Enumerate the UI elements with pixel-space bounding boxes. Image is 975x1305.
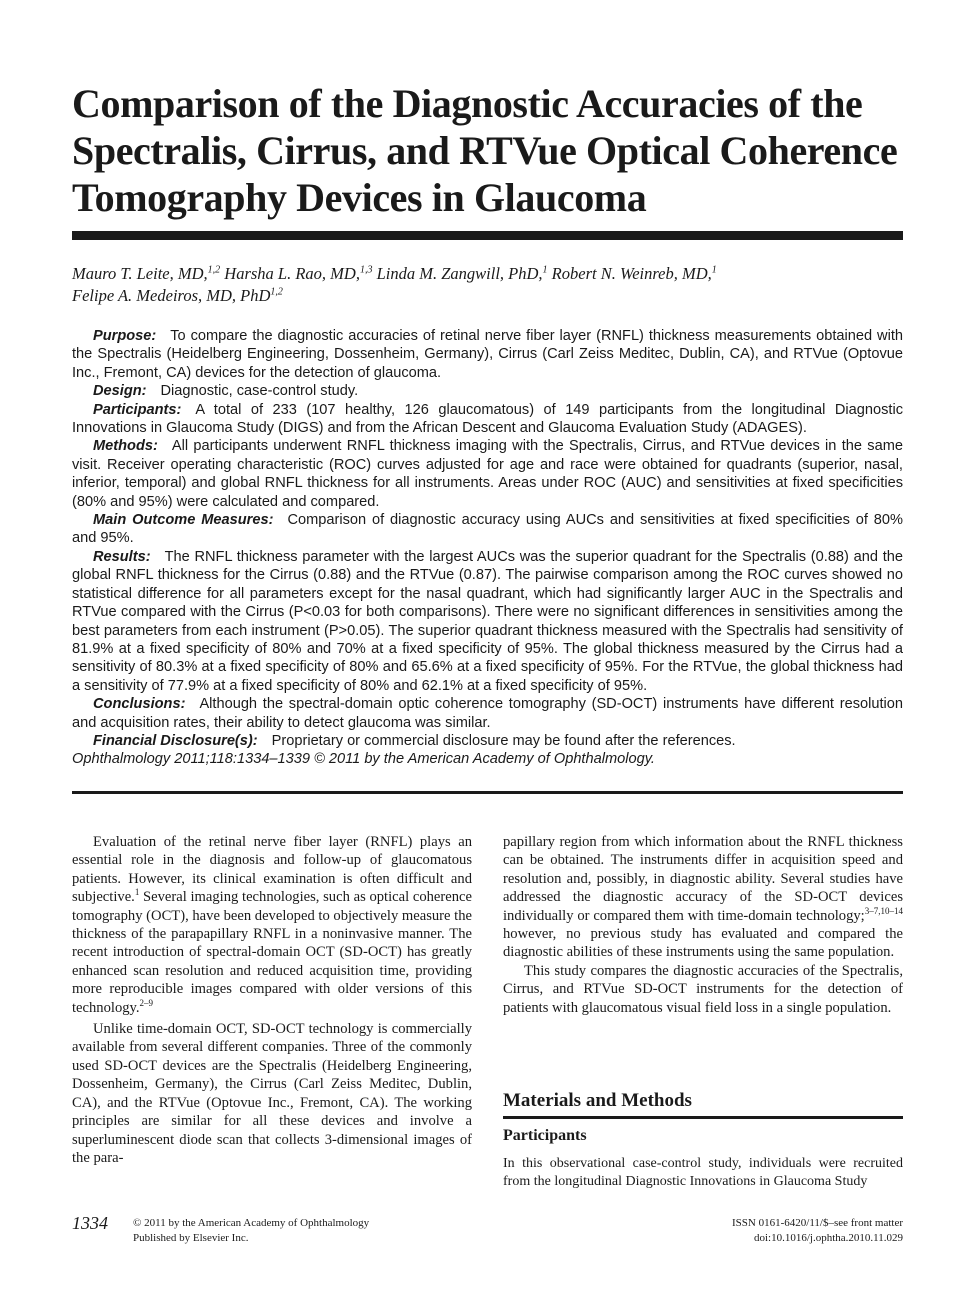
footer-doi[interactable]: doi:10.1016/j.ophtha.2010.11.029 bbox=[753, 1232, 903, 1244]
abstract-citation: Ophthalmology 2011;118:1334–1339 © 2011 by the American Academy of Ophthalmology. bbox=[72, 751, 655, 768]
abstract-results bbox=[72, 548, 903, 695]
footer-left bbox=[133, 1216, 369, 1246]
abstract-text: Comparison of diagnostic accuracy using AUCs and sensitivities at fixed specificities of 80% and 95%. bbox=[72, 512, 904, 547]
body-paragraph bbox=[503, 833, 903, 962]
page-number: 1334 bbox=[72, 1213, 108, 1233]
abstract-design bbox=[72, 382, 903, 400]
body-text: papillary region from which information about the RNFL thickness can be obtained. The instruments differ in acquisition speed and resolution and, possibly, in diagnostic ability. Several studies have addressed the diagnostic accuracy of the SD-OCT devices individually or compared them with time-domain technology; bbox=[503, 834, 903, 924]
footer-copyright: © 2011 by the American Academy of Ophthalmology bbox=[133, 1217, 370, 1229]
title-rule bbox=[72, 231, 903, 240]
abstract-text: The RNFL thickness parameter with the largest AUCs was the superior quadrant for the Spectralis (0.88) and the global RNFL thickness for the Cirrus (0.88) and the RTVue (0.87). The pairwise comparison among the ROC curves showed no statistical difference for all parameters except for the nasal quadrant, which had significantly larger AUC in the Spectralis and RTVue compared with the Cirrus (P<0.03 for both comparisons). There were no significant differences in sensitivities among the best parameters from each instrument (P>0.05). The superior quadrant thickness measured with the Spectralis had sensitivity of 81.9% at a fixed specificity of 80% and 70% at a fixed specificity of 95%. The global thickness measured by the Cirrus had a sensitivity of 80.3% at a fixed specificity of 80% and 65.6% at a fixed specificity of 95%. For the RTVue, the global thickness had a sensitivity of 77.9% at a fixed specificity of 80% and 62.1% at a fixed specificity of 95%. bbox=[72, 548, 903, 694]
author-name: Harsha L. Rao, MD, bbox=[224, 264, 360, 283]
abstract-conclusions bbox=[72, 695, 903, 732]
abstract-label: Participants: bbox=[93, 401, 182, 418]
article-title: Comparison of the Diagnostic Accuracies of the Spectralis, Cirrus, and RTVue Optical Coherence Tomography Devices in Glaucoma bbox=[72, 81, 898, 220]
footer-right bbox=[732, 1216, 903, 1246]
abstract-text: All participants underwent RNFL thickness imaging with the Spectralis, Cirrus, and RTVue devices in the same visit. Receiver operating characteristic (ROC) curves adjusted for age and race were obtained for quadrants (superior, nasal, inferior, temporal) and global RNFL thickness for all instruments. Areas under ROC (AUC) and sensitivities at fixed specificities (80% and 95%) were calculated and compared. bbox=[72, 438, 903, 510]
author-affiliation: 1,2 bbox=[270, 286, 283, 298]
abstract-rule bbox=[72, 791, 903, 794]
abstract-text: Although the spectral-domain optic coherence tomography (SD-OCT) instruments have different resolution and acquisition rates, their ability to detect glaucoma was similar. bbox=[72, 696, 903, 731]
body-paragraph: In this observational case-control study, individuals were recruited from the longitudinal Diagnostic Innovations in Glaucoma Study bbox=[503, 1156, 903, 1189]
author-name: Mauro T. Leite, MD, bbox=[72, 264, 208, 283]
abstract-label: Methods: bbox=[93, 438, 158, 455]
author-affiliation: 1 bbox=[711, 264, 717, 276]
body-text: Evaluation of the retinal nerve fiber layer (RNFL) plays an essential role in the diagnosis and follow-up of glaucomatous patients. However, its clinical examination is often difficult and subjective. bbox=[72, 834, 472, 906]
subsection-heading: Participants bbox=[503, 1127, 587, 1144]
abstract-text: To compare the diagnostic accuracies of retinal nerve fiber layer (RNFL) thickness measurements obtained with the Spectralis (Heidelberg Engineering, Dossenheim, Germany), Cirrus (Carl Zeiss Meditec, Dublin, CA), and RTVue (Optovue Inc., Fremont, CA) devices for the detection of glaucoma. bbox=[72, 328, 903, 381]
body-text: Several imaging technologies, such as optical coherence tomography (OCT), have been developed to objectively measure the thickness of the parapapillary RNFL in a noninvasive manner. The recent introduction of spectral-domain OCT (SD-OCT) has greatly enhanced scan resolution and reduced acquisition time, providing more reproducible images compared with older versions of this technology. bbox=[72, 889, 472, 1016]
abstract-outcome bbox=[72, 511, 903, 548]
reference-link[interactable]: 2–9 bbox=[139, 997, 154, 1008]
body-paragraph: This study compares the diagnostic accuracies of the Spectralis, Cirrus, and RTVue SD-OCT instruments for the detection of patients with glaucomatous visual field loss in a single population. bbox=[503, 962, 903, 1016]
section-rule bbox=[503, 1116, 903, 1119]
body-paragraph: Unlike time-domain OCT, SD-OCT technology is commercially available from several different companies. Three of the commonly used SD-OCT devices are the Spectralis (Heidelberg Engineering, Dossenheim, Germany), the Cirrus (Carl Zeiss Meditec, Dublin, CA), and the RTVue (Optovue Inc., Fremont, CA). The working principles are similar for all these devices and involve a superluminescent diode scan that collects 3-dimensional images of the para- bbox=[72, 1021, 472, 1166]
abstract bbox=[72, 327, 903, 769]
abstract-purpose bbox=[72, 327, 903, 382]
author-affiliation: 1,2 bbox=[207, 264, 221, 276]
reference-link[interactable]: 1 bbox=[134, 887, 140, 898]
abstract-disclosure bbox=[72, 732, 903, 750]
abstract-label: Financial Disclosure(s): bbox=[93, 732, 258, 749]
body-text: however, no previous study has evaluated and compared the diagnostic abilities of these instruments using the same population. bbox=[503, 926, 903, 961]
footer-issn: ISSN 0161-6420/11/$–see front matter bbox=[732, 1217, 903, 1229]
author-affiliation: 1,3 bbox=[359, 264, 373, 276]
body-paragraph bbox=[72, 833, 472, 1017]
author-name: Felipe A. Medeiros, MD, PhD bbox=[72, 286, 271, 305]
author-list bbox=[72, 263, 903, 307]
footer-publisher: Published by Elsevier Inc. bbox=[133, 1232, 249, 1244]
abstract-text: A total of 233 (107 healthy, 126 glaucomatous) of 149 participants from the longitudinal Diagnostic Innovations in Glaucoma Study (DIGS) and from the African Descent and Glaucoma Evaluation Study (ADAGES). bbox=[72, 401, 903, 437]
section-heading: Materials and Methods bbox=[503, 1090, 692, 1111]
abstract-label: Design: bbox=[93, 383, 147, 400]
author-name: Linda M. Zangwill, PhD, bbox=[376, 264, 543, 283]
abstract-label: Results: bbox=[93, 548, 151, 565]
abstract-label: Main Outcome Measures: bbox=[93, 512, 274, 529]
author-affiliation: 1 bbox=[542, 264, 548, 276]
abstract-label: Conclusions: bbox=[93, 696, 186, 713]
abstract-participants bbox=[72, 401, 903, 438]
body-column-left bbox=[72, 833, 472, 1167]
author-name: Robert N. Weinreb, MD, bbox=[551, 264, 712, 283]
abstract-text: Proprietary or commercial disclosure may be found after the references. bbox=[271, 732, 736, 749]
reference-link[interactable]: 3–7,10–14 bbox=[864, 905, 903, 916]
body-column-right bbox=[503, 833, 903, 1017]
body-column-right-lower bbox=[503, 1155, 903, 1190]
abstract-text: Diagnostic, case-control study. bbox=[160, 383, 359, 400]
abstract-methods bbox=[72, 437, 903, 511]
abstract-label: Purpose: bbox=[93, 328, 157, 344]
